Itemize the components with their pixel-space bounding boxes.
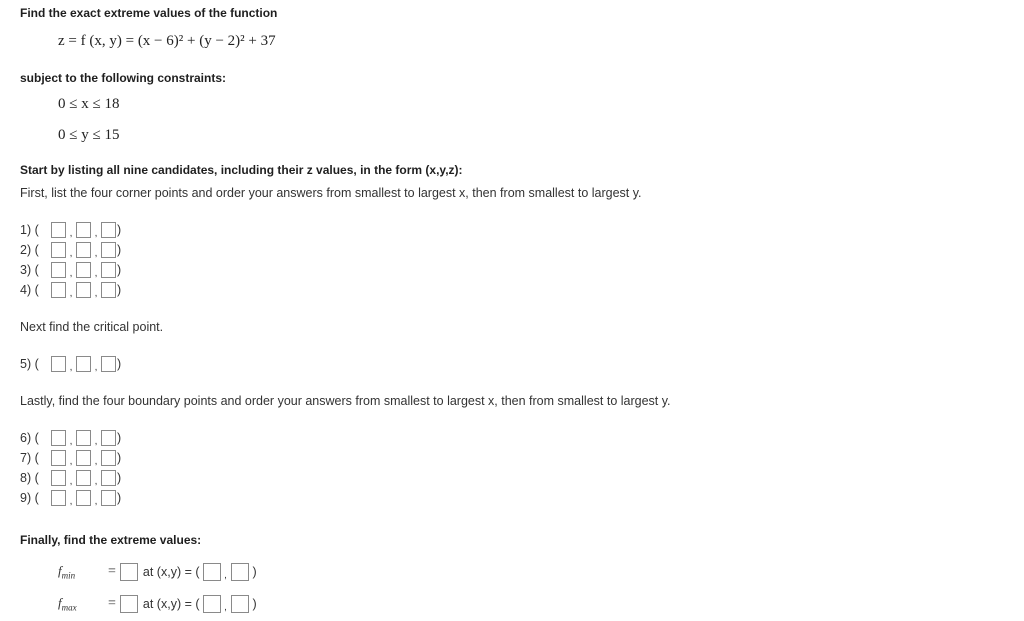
y-input[interactable]: [76, 282, 91, 298]
candidate-row-3: [20, 260, 121, 280]
y-input[interactable]: [76, 222, 91, 238]
row-label: 9) (: [20, 491, 39, 505]
constraint-x: 0 ≤ x ≤ 18: [58, 96, 120, 112]
z-input[interactable]: [101, 222, 116, 238]
x-input[interactable]: [51, 282, 66, 298]
equals-sign: =: [108, 564, 116, 579]
comma: ,: [94, 227, 98, 239]
start-instructions: Start by listing all nine candidates, including their z values, in the form (x,y,z):: [20, 163, 463, 177]
row-label: 7) (: [20, 451, 39, 465]
equals-sign: =: [108, 596, 116, 611]
x-input[interactable]: [51, 470, 66, 486]
corner-instructions: First, list the four corner points and order your answers from smallest to largest x, then from smallest to largest y.: [20, 186, 642, 200]
y-input[interactable]: [76, 470, 91, 486]
at-text: at (x,y) = (: [142, 597, 200, 611]
z-input[interactable]: [101, 470, 116, 486]
constraint-y: 0 ≤ y ≤ 15: [58, 127, 120, 143]
function-formula: [58, 33, 276, 50]
comma: ,: [94, 287, 98, 299]
comma: ,: [94, 475, 98, 487]
x-input[interactable]: [51, 450, 66, 466]
close-paren: ): [117, 243, 122, 257]
comma: ,: [94, 495, 98, 507]
close-paren: ): [252, 565, 257, 579]
close-paren: ): [117, 431, 122, 445]
x-input[interactable]: [51, 430, 66, 446]
comma: ,: [69, 267, 73, 279]
finally-instructions: Finally, find the extreme values:: [20, 533, 202, 547]
z-input[interactable]: [101, 450, 116, 466]
close-paren: ): [117, 283, 122, 297]
comma: ,: [69, 361, 73, 373]
close-paren: ): [117, 491, 122, 505]
candidate-row-6: [20, 428, 121, 448]
x-input[interactable]: [51, 242, 66, 258]
comma: ,: [94, 361, 98, 373]
y-input[interactable]: [76, 262, 91, 278]
constraints-title: subject to the following constraints:: [20, 71, 227, 85]
comma: ,: [69, 227, 73, 239]
fmin-row: [58, 562, 257, 582]
fmax-x-input[interactable]: [203, 595, 221, 613]
comma: ,: [69, 475, 73, 487]
row-label: 4) (: [20, 283, 39, 297]
y-input[interactable]: [76, 356, 91, 372]
close-paren: ): [117, 357, 122, 371]
x-input[interactable]: [51, 490, 66, 506]
row-label: 2) (: [20, 243, 39, 257]
function-lhs: z = f (x, y) =: [58, 33, 138, 49]
fmin-value-input[interactable]: [120, 563, 138, 581]
row-label: 6) (: [20, 431, 39, 445]
close-paren: ): [117, 451, 122, 465]
comma: ,: [69, 495, 73, 507]
candidate-row-7: [20, 448, 121, 468]
candidate-row-8: [20, 468, 121, 488]
close-paren: ): [117, 263, 122, 277]
comma: ,: [94, 435, 98, 447]
prompt-text: Find the exact extreme values of the function: [20, 6, 278, 20]
z-input[interactable]: [101, 262, 116, 278]
z-input[interactable]: [101, 490, 116, 506]
comma: ,: [69, 247, 73, 259]
candidate-row-1: [20, 220, 121, 240]
close-paren: ): [252, 597, 257, 611]
fmin-x-input[interactable]: [203, 563, 221, 581]
comma: ,: [94, 455, 98, 467]
comma: ,: [224, 601, 227, 613]
at-text: at (x,y) = (: [142, 565, 200, 579]
fmax-label: $f_{max}$: [58, 595, 77, 613]
row-label: 5) (: [20, 357, 39, 371]
candidate-row-4: [20, 280, 121, 300]
function-rhs: (x − 6)² + (y − 2)² + 37: [137, 33, 276, 49]
z-input[interactable]: [101, 356, 116, 372]
row-label: 1) (: [20, 223, 39, 237]
x-input[interactable]: [51, 356, 66, 372]
boundary-instructions: Lastly, find the four boundary points and order your answers from smallest to largest x, then from smallest to largest y.: [20, 394, 671, 408]
z-input[interactable]: [101, 430, 116, 446]
candidate-row-5: [20, 354, 121, 374]
y-input[interactable]: [76, 430, 91, 446]
comma: ,: [94, 267, 98, 279]
y-input[interactable]: [76, 242, 91, 258]
fmin-y-input[interactable]: [231, 563, 249, 581]
z-input[interactable]: [101, 242, 116, 258]
z-input[interactable]: [101, 282, 116, 298]
x-input[interactable]: [51, 262, 66, 278]
fmax-row: [58, 594, 257, 614]
comma: ,: [69, 455, 73, 467]
candidate-row-2: [20, 240, 121, 260]
fmax-value-input[interactable]: [120, 595, 138, 613]
x-input[interactable]: [51, 222, 66, 238]
fmin-label: $f_{min}$: [58, 563, 76, 581]
row-label: 3) (: [20, 263, 39, 277]
close-paren: ): [117, 471, 122, 485]
row-label: 8) (: [20, 471, 39, 485]
y-input[interactable]: [76, 490, 91, 506]
comma: ,: [69, 435, 73, 447]
candidate-row-9: [20, 488, 121, 508]
comma: ,: [69, 287, 73, 299]
y-input[interactable]: [76, 450, 91, 466]
fmax-y-input[interactable]: [231, 595, 249, 613]
comma: ,: [224, 569, 227, 581]
comma: ,: [94, 247, 98, 259]
close-paren: ): [117, 223, 122, 237]
critical-instructions: Next find the critical point.: [20, 320, 164, 334]
